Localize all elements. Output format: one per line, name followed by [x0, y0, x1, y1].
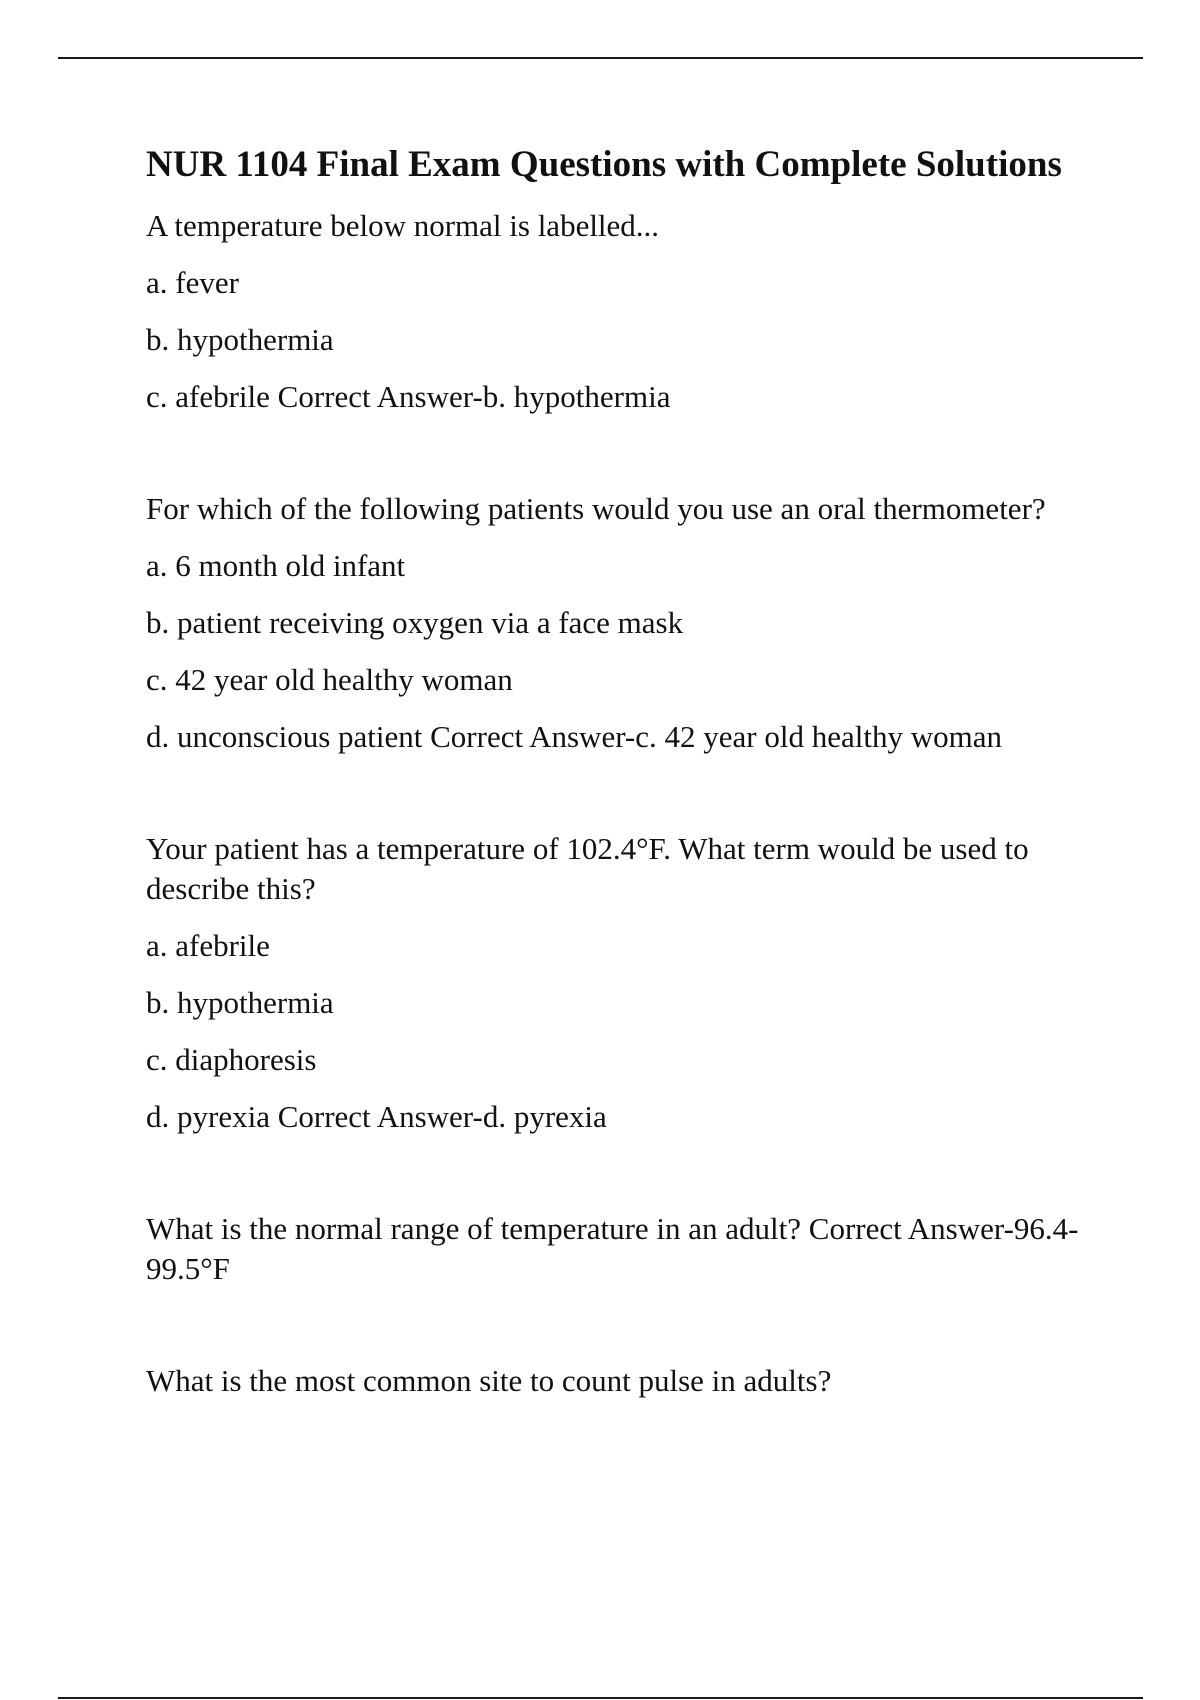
header-rule	[58, 57, 1143, 59]
document-title: NUR 1104 Final Exam Questions with Complete Solutions	[146, 144, 1062, 185]
answer-option: a. afebrile	[146, 928, 270, 963]
question-block-3	[146, 829, 1106, 1137]
answer-option: c. 42 year old healthy woman	[146, 662, 513, 697]
answer-option: d. pyrexia Correct Answer-d. pyrexia	[146, 1099, 607, 1134]
question-block-5	[146, 1361, 1106, 1401]
answer-option: b. hypothermia	[146, 322, 334, 357]
answer-option: c. diaphoresis	[146, 1042, 317, 1077]
answer-option: d. unconscious patient Correct Answer-c. 42 year old healthy woman	[146, 719, 1002, 754]
question-text: A temperature below normal is labelled...	[146, 208, 660, 243]
answer-option: b. hypothermia	[146, 985, 334, 1020]
question-block-2	[146, 489, 1106, 757]
question-text: Your patient has a temperature of 102.4°F. What term would be used to describe this?	[146, 831, 1029, 906]
question-block-1	[146, 206, 1106, 417]
answer-option: c. afebrile Correct Answer-b. hypothermia	[146, 379, 671, 414]
question-block-4	[146, 1209, 1106, 1289]
footer-rule	[58, 1697, 1143, 1699]
question-text: What is the normal range of temperature in an adult? Correct Answer-96.4-99.5°F	[146, 1211, 1079, 1286]
question-text: What is the most common site to count pulse in adults?	[146, 1363, 832, 1398]
answer-option: a. 6 month old infant	[146, 548, 406, 583]
answer-option: b. patient receiving oxygen via a face mask	[146, 605, 684, 640]
document-body	[146, 140, 1106, 1473]
question-text: For which of the following patients would you use an oral thermometer?	[146, 491, 1046, 526]
answer-option: a. fever	[146, 265, 239, 300]
